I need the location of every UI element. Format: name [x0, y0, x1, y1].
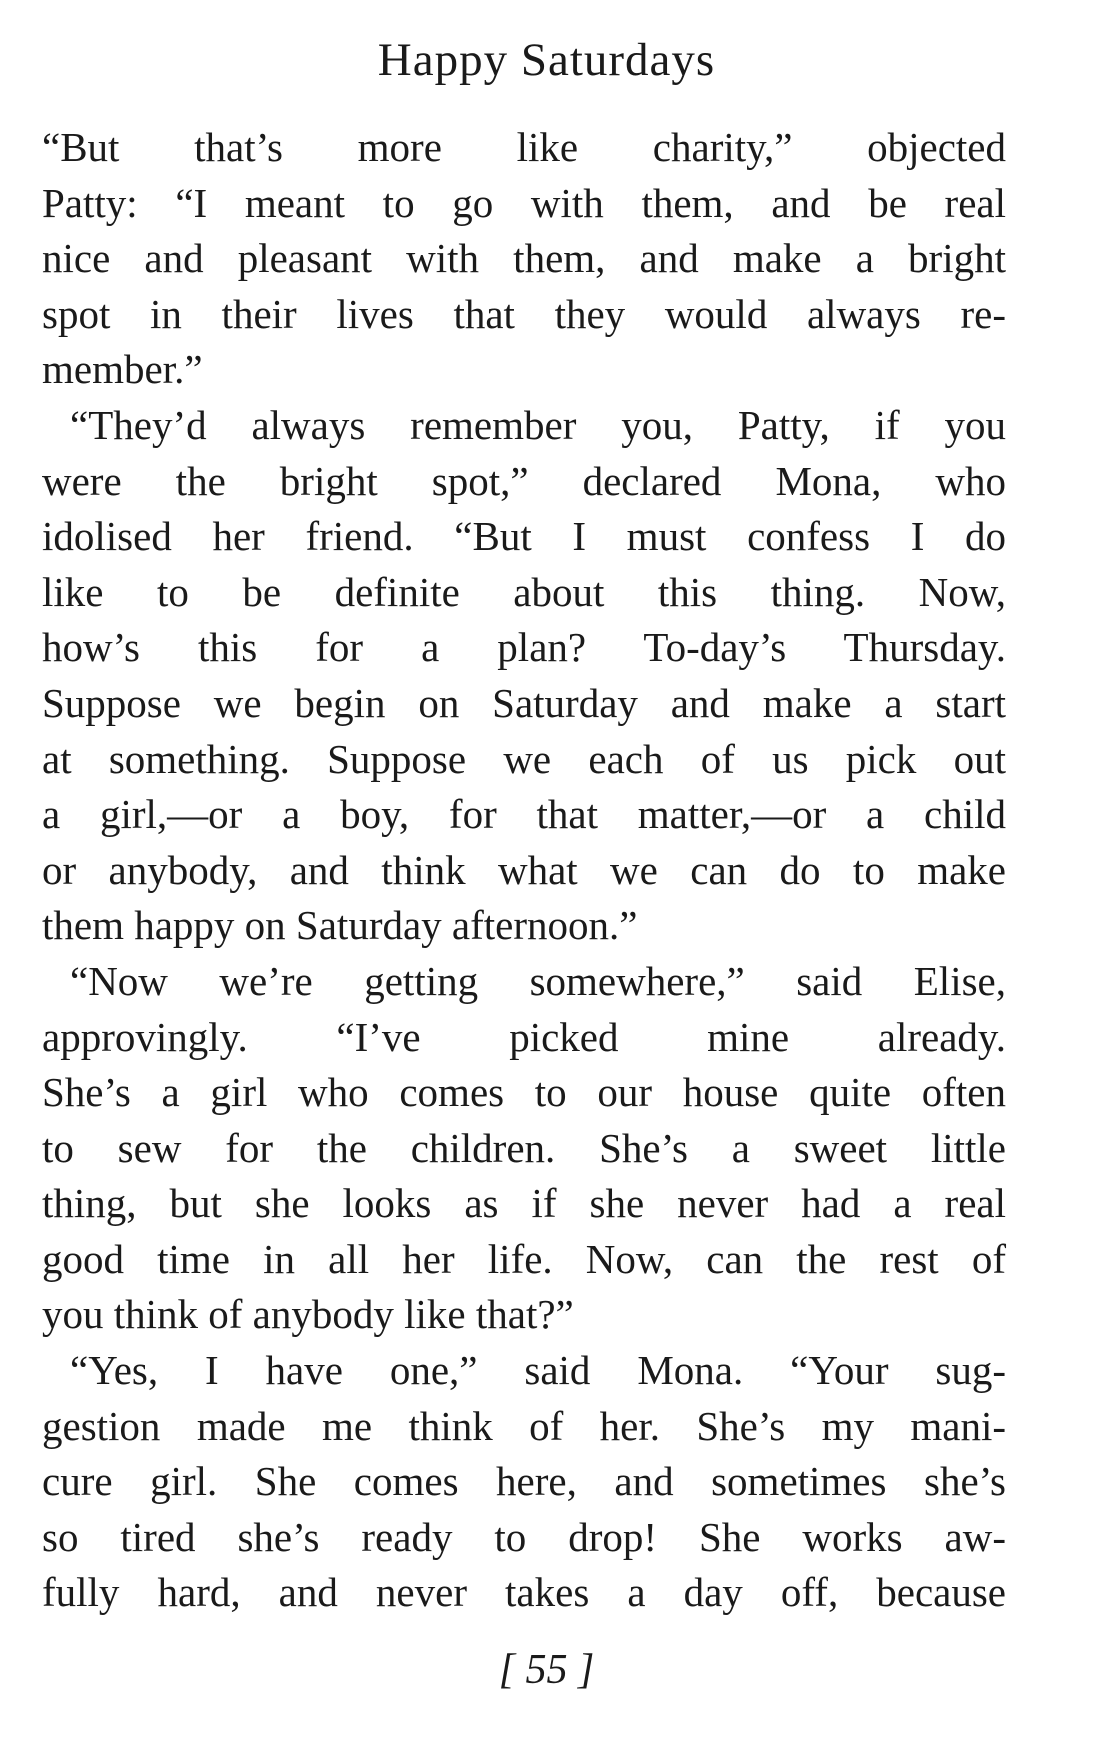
text-line: “Now we’re getting somewhere,” said Elise,	[70, 957, 1006, 1004]
text-line: spot in their lives that they would always re-	[42, 290, 1006, 337]
text-line: idolised her friend. “But I must confess I do	[42, 513, 1006, 560]
text-line: “But that’s more like charity,” objected	[42, 124, 1006, 170]
text-line: member.”	[42, 346, 203, 393]
text-line: them happy on Saturday afternoon.”	[42, 902, 638, 949]
text-line: or anybody, and think what we can do to make	[42, 846, 1006, 893]
text-line: so tired she’s ready to drop! She works aw-	[42, 1513, 1006, 1560]
text-line: “Yes, I have one,” said Mona. “Your sug-	[70, 1347, 1006, 1394]
text-line: were the bright spot,” declared Mona, who	[42, 457, 1006, 504]
text-line: you think of anybody like that?”	[42, 1291, 574, 1338]
text-line: gestion made me think of her. She’s my mani-	[42, 1402, 1006, 1449]
text-line: how’s this for a plan? To-day’s Thursday.	[42, 624, 1006, 671]
text-line: to sew for the children. She’s a sweet little	[42, 1124, 1006, 1171]
text-line: a girl,—or a boy, for that matter,—or a child	[42, 791, 1006, 838]
text-line: Suppose we begin on Saturday and make a start	[42, 679, 1006, 726]
running-title: Happy Saturdays	[377, 34, 716, 86]
page-number: [ 55 ]	[498, 1647, 595, 1693]
text-line: nice and pleasant with them, and make a bright	[42, 235, 1006, 282]
text-line: cure girl. She comes here, and sometimes she’s	[42, 1458, 1006, 1505]
text-line: She’s a girl who comes to our house quite often	[42, 1069, 1006, 1116]
text-line: like to be definite about this thing. Now,	[42, 568, 1006, 615]
text-line: Patty: “I meant to go with them, and be real	[42, 179, 1006, 226]
text-line: approvingly. “I’ve picked mine already.	[42, 1013, 1006, 1060]
text-line: fully hard, and never takes a day off, because	[42, 1569, 1006, 1616]
text-line: “They’d always remember you, Patty, if you	[70, 401, 1006, 448]
text-line: thing, but she looks as if she never had a real	[42, 1180, 1006, 1227]
text-line: at something. Suppose we each of us pick out	[42, 735, 1006, 782]
body-text	[42, 120, 1006, 1621]
text-line: good time in all her life. Now, can the rest of	[42, 1235, 1006, 1282]
